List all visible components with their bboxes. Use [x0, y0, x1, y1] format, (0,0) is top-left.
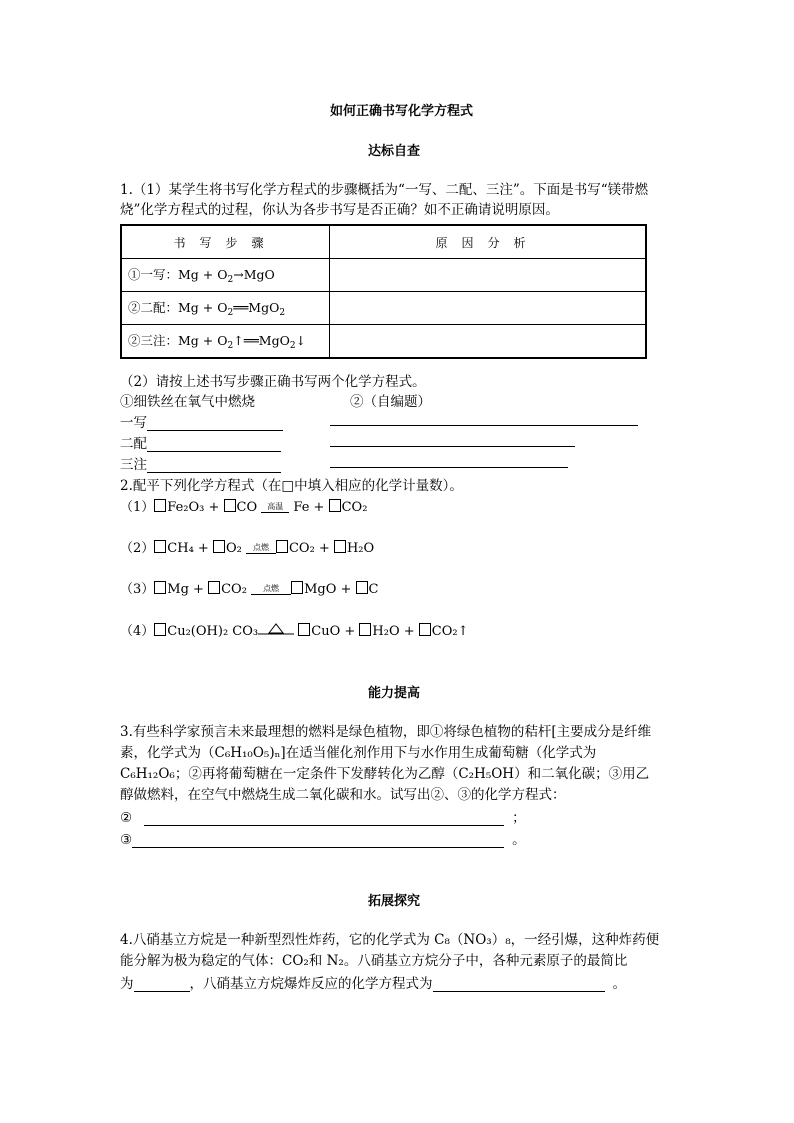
- answer-prompt: ，八硝基立方烷爆炸反应的化学方程式为: [189, 976, 433, 992]
- up-arrow-icon: ↑: [457, 624, 469, 639]
- reaction-condition: 点燃: [251, 583, 291, 595]
- step-annotate-cell: [121, 325, 330, 359]
- step-write-label: ①一写：Mg + O: [128, 267, 228, 282]
- punctuation: ；: [512, 810, 526, 826]
- step-balance-prompt: [120, 432, 281, 452]
- subscript: 2: [227, 275, 234, 285]
- subscript: 2: [227, 308, 234, 318]
- product: H₂O +: [372, 624, 415, 639]
- answer-label: ②: [120, 810, 133, 826]
- coefficient-box[interactable]: [329, 499, 341, 512]
- coefficient-box[interactable]: [154, 623, 166, 636]
- answer-blank[interactable]: [132, 833, 504, 848]
- item-iron-wire: ①细铁丝在氧气中燃烧: [120, 394, 255, 410]
- product: CO₂: [431, 624, 458, 639]
- question-4-answer-line: [120, 972, 626, 992]
- product: Fe +: [293, 500, 325, 515]
- answer-blank[interactable]: [147, 416, 283, 431]
- answer-line-annotate-2[interactable]: [330, 453, 568, 468]
- coefficient-box[interactable]: [298, 623, 310, 636]
- table-row: [121, 292, 646, 325]
- question-2-intro: 2.配平下列化学方程式（在□中填入相应的化学计量数）。: [120, 478, 463, 494]
- equation-number: （1）: [120, 500, 155, 515]
- reaction-condition: 高温: [261, 501, 289, 513]
- reaction-condition: 点燃: [246, 542, 276, 554]
- step-annotate-prompt: [120, 453, 281, 473]
- question-3-answer-a: [120, 806, 526, 826]
- answer-blank[interactable]: [147, 458, 281, 473]
- answer-label: ③: [120, 832, 133, 848]
- reactant: CH₄ +: [167, 541, 209, 556]
- up-arrow-icon: ↑: [233, 333, 244, 348]
- coefficient-box[interactable]: [291, 581, 303, 594]
- reactant: O₂: [225, 541, 242, 556]
- coefficient-box[interactable]: [356, 581, 368, 594]
- section-heading-ability: 能力提高: [368, 686, 421, 701]
- product: H₂O: [346, 541, 375, 556]
- coefficient-box[interactable]: [276, 540, 288, 553]
- coefficient-box[interactable]: [154, 540, 166, 553]
- answer-blank[interactable]: [144, 811, 504, 826]
- coefficient-box[interactable]: [359, 623, 371, 636]
- step-balance-text: 二配: [120, 436, 147, 452]
- punctuation: 。: [612, 976, 626, 992]
- coefficient-box[interactable]: [224, 499, 236, 512]
- product: CuO +: [311, 624, 356, 639]
- reactant: CO₂: [221, 582, 247, 597]
- down-arrow-icon: ↓: [295, 333, 307, 348]
- equation-3: [120, 578, 378, 597]
- reactant: Mg +: [167, 582, 204, 597]
- step-write-text: 一写: [120, 415, 147, 431]
- column-header-steps: 书写步骤: [121, 225, 330, 259]
- coefficient-box[interactable]: [154, 581, 166, 594]
- equation-number: （3）: [120, 582, 155, 597]
- equation-number: （2）: [120, 541, 155, 556]
- coefficient-box[interactable]: [334, 540, 346, 553]
- step-balance-product: MgO: [248, 300, 280, 315]
- question-1-part-2: （2）请按上述书写步骤正确书写两个化学方程式。: [120, 374, 426, 390]
- question-4-text: 4.八硝基立方烷是一种新型烈性炸药，它的化学式为 C₈（NO₃）₈，一经引爆，这种炸药便能分解为极为稳定的气体：CO₂和 N₂。八硝基立方烷分子中，各种元素原子的最简比: [120, 932, 660, 969]
- coefficient-box[interactable]: [154, 499, 166, 512]
- item-self-made: ②（自编题）: [350, 394, 431, 410]
- equals-sign: ══: [233, 300, 249, 315]
- step-write-prompt: [120, 411, 283, 431]
- answer-label: 为: [120, 976, 134, 992]
- equation-2: [120, 537, 374, 556]
- table-row: [121, 325, 646, 359]
- step-balance-cell: [121, 292, 330, 325]
- step-annotate-label: ②三注：Mg + O: [128, 333, 228, 348]
- reason-cell-balance[interactable]: [330, 292, 647, 325]
- reactant: Fe₂O₃ +: [167, 500, 220, 515]
- question-1-intro: 1.（1）某学生将书写化学方程式的步骤概括为“一写、二配、三注”。下面是书写“镁带燃烧”化学方程式的过程，你认为各步书写是否正确？如不正确请说明原因。: [120, 182, 649, 218]
- equation-blank[interactable]: [433, 977, 605, 992]
- step-balance-label: ②二配：Mg + O: [128, 300, 228, 315]
- product: CO₂ +: [288, 541, 330, 556]
- question-3-text: 3.有些科学家预言未来最理想的燃料是绿色植物，即①将绿色植物的秸杆[主要成分是纤维素，化学式为（C₆H₁₀O₅)ₙ]在适当催化剂作用下与水作用生成葡萄糖（化学式为 C₆H₁₂O₆；②再将葡萄糖在一定条件下发酵转化为乙醇（C₂H₅OH）和二氧化碳；③用乙醇做燃料，在空气中燃烧生成二氧化碳和水。试写出②、③的化学方程式：: [120, 724, 652, 803]
- equation-4: [120, 620, 469, 639]
- punctuation: 。: [512, 832, 526, 848]
- step-annotate-product: MgO: [258, 333, 290, 348]
- column-header-reason: 原因分析: [330, 225, 647, 259]
- section-heading-extension: 拓展探究: [368, 894, 421, 909]
- product: C: [368, 582, 379, 597]
- answer-blank[interactable]: [147, 437, 281, 452]
- reason-cell-annotate[interactable]: [330, 325, 647, 359]
- step-write-product: →MgO: [233, 267, 275, 282]
- answer-line-write-2[interactable]: [330, 411, 638, 426]
- equals-sign: ══: [243, 333, 259, 348]
- product: CO₂: [341, 500, 368, 515]
- reactant: CO: [236, 500, 258, 515]
- answer-line-balance-2[interactable]: [330, 432, 575, 447]
- product: MgO +: [304, 582, 352, 597]
- ratio-blank[interactable]: [134, 977, 190, 992]
- coefficient-box[interactable]: [213, 540, 225, 553]
- subscript: 2: [289, 341, 296, 351]
- steps-table: [120, 224, 647, 359]
- step-write-cell: [121, 259, 330, 292]
- coefficient-box[interactable]: [208, 581, 220, 594]
- step-annotate-text: 三注: [120, 457, 147, 473]
- question-3-answer-b: [120, 828, 526, 848]
- reason-cell-write[interactable]: [330, 259, 647, 292]
- coefficient-box[interactable]: [419, 623, 431, 636]
- equation-number: （4）: [120, 624, 155, 639]
- equation-1: [120, 496, 367, 515]
- document-title: 如何正确书写化学方程式: [330, 104, 474, 119]
- subscript: 2: [279, 308, 286, 318]
- table-row: [121, 259, 646, 292]
- heat-triangle-icon: [258, 621, 294, 635]
- subscript: 2: [227, 341, 234, 351]
- section-heading-self-check: 达标自查: [368, 144, 421, 159]
- reactant: Cu₂(OH)₂ CO₃: [167, 624, 259, 639]
- table-header-row: [121, 225, 646, 259]
